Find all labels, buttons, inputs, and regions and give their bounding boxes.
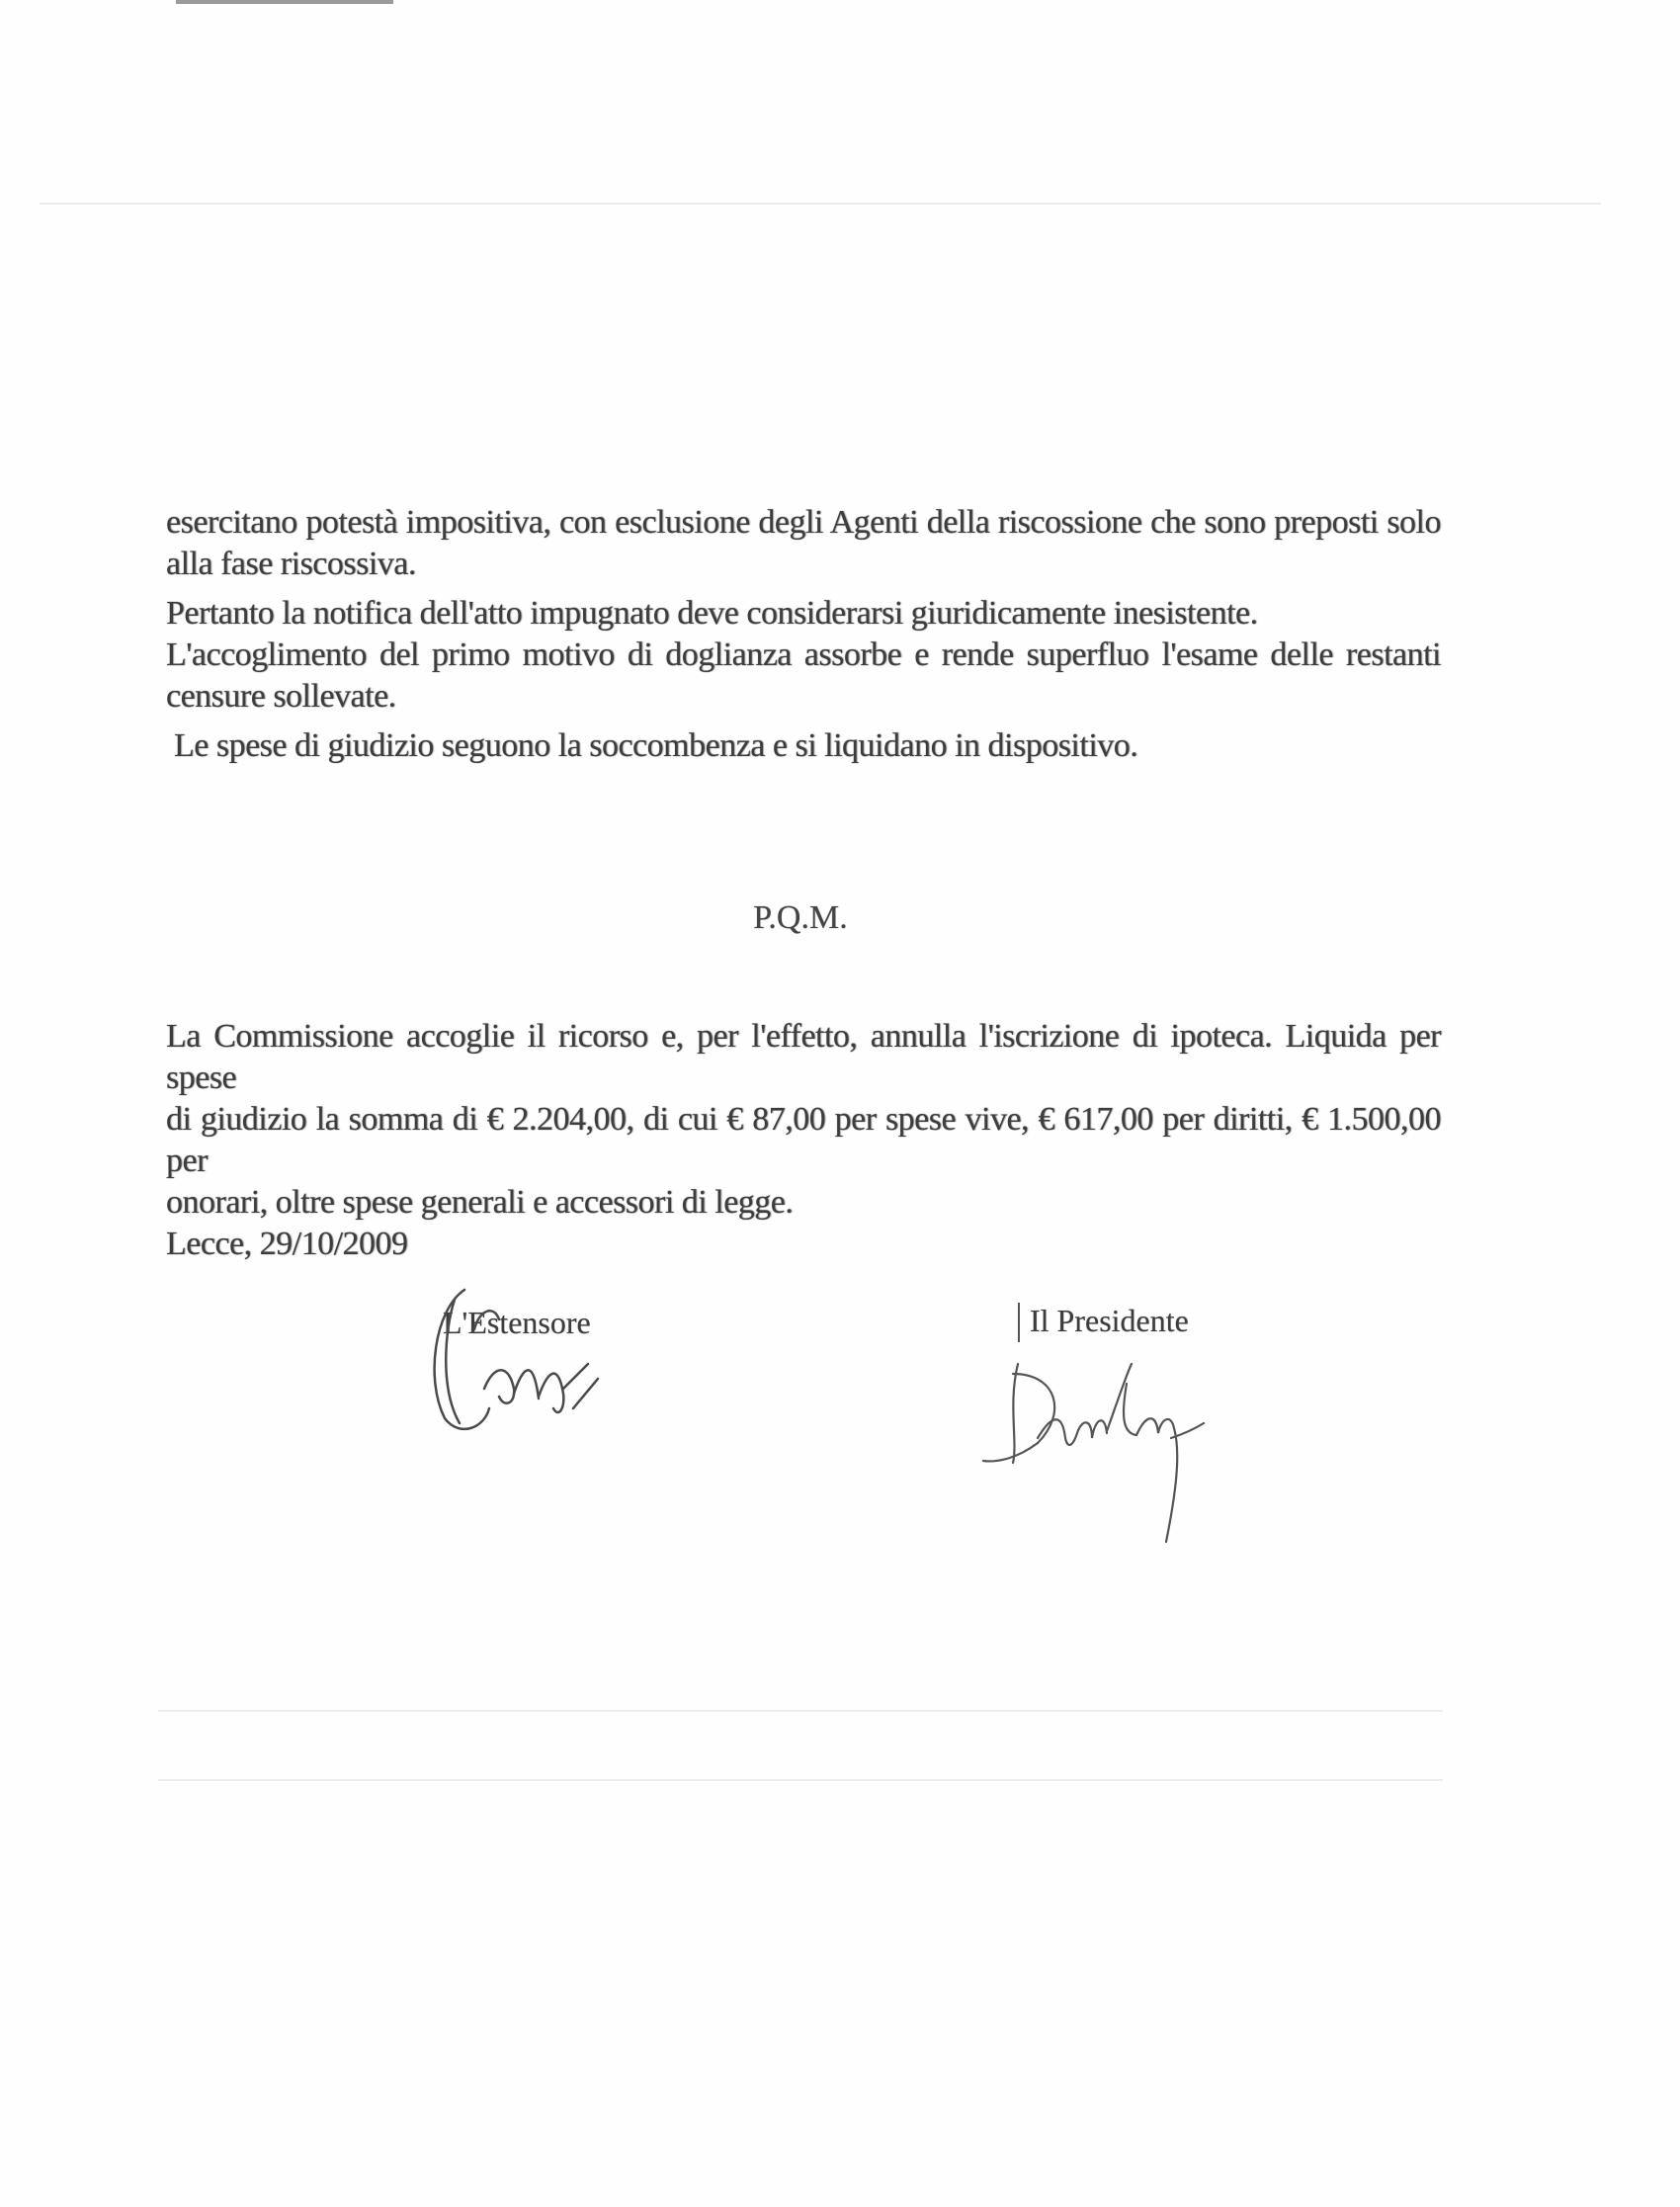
paragraph-4: Le spese di giudizio seguono la soccombenza e si liquidano in dispositivo. [174,727,1138,764]
body-text [166,502,1441,767]
bleed-through-line [158,1779,1443,1781]
scan-edge-mark [176,0,393,4]
section-heading: P.Q.M. [753,899,848,936]
presidente-signature [978,1344,1255,1562]
paragraph-2: Pertanto la notifica dell'atto impugnato deve considerarsi giuridicamente inesistente. [166,595,1258,632]
paragraph-3-line-2: censure sollevate. [166,678,396,715]
bleed-through-line [158,1710,1443,1712]
paragraph-1-line-1: esercitano potestà impositiva, con esclusione degli Agenti della riscossione che sono preposti solo [166,504,1441,541]
estensore-label: L'Estensore [443,1305,591,1340]
decision-line-3: onorari, oltre spese generali e accessori di legge. [166,1184,794,1221]
decision-line-2: di giudizio la somma di € 2.204,00, di cui € 87,00 per spese vive, € 617,00 per diritti, € 1.500,00 per [166,1101,1441,1179]
presidente-label: Il Presidente [1030,1303,1189,1338]
paragraph-1-line-2: alla fase riscossiva. [166,546,416,582]
bleed-through-line [40,203,1601,205]
presidente-mark [1018,1303,1020,1342]
estensore-signature [415,1270,613,1453]
paragraph-3-line-1: L'accoglimento del primo motivo di doglianza assorbe e rende superfluo l'esame delle restanti [166,637,1441,673]
decision-line-1: La Commissione accoglie il ricorso e, per l'effetto, annulla l'iscrizione di ipoteca. Liquida per spese [166,1018,1441,1096]
place-date: Lecce, 29/10/2009 [166,1226,408,1262]
decision-text [166,1016,1441,1265]
